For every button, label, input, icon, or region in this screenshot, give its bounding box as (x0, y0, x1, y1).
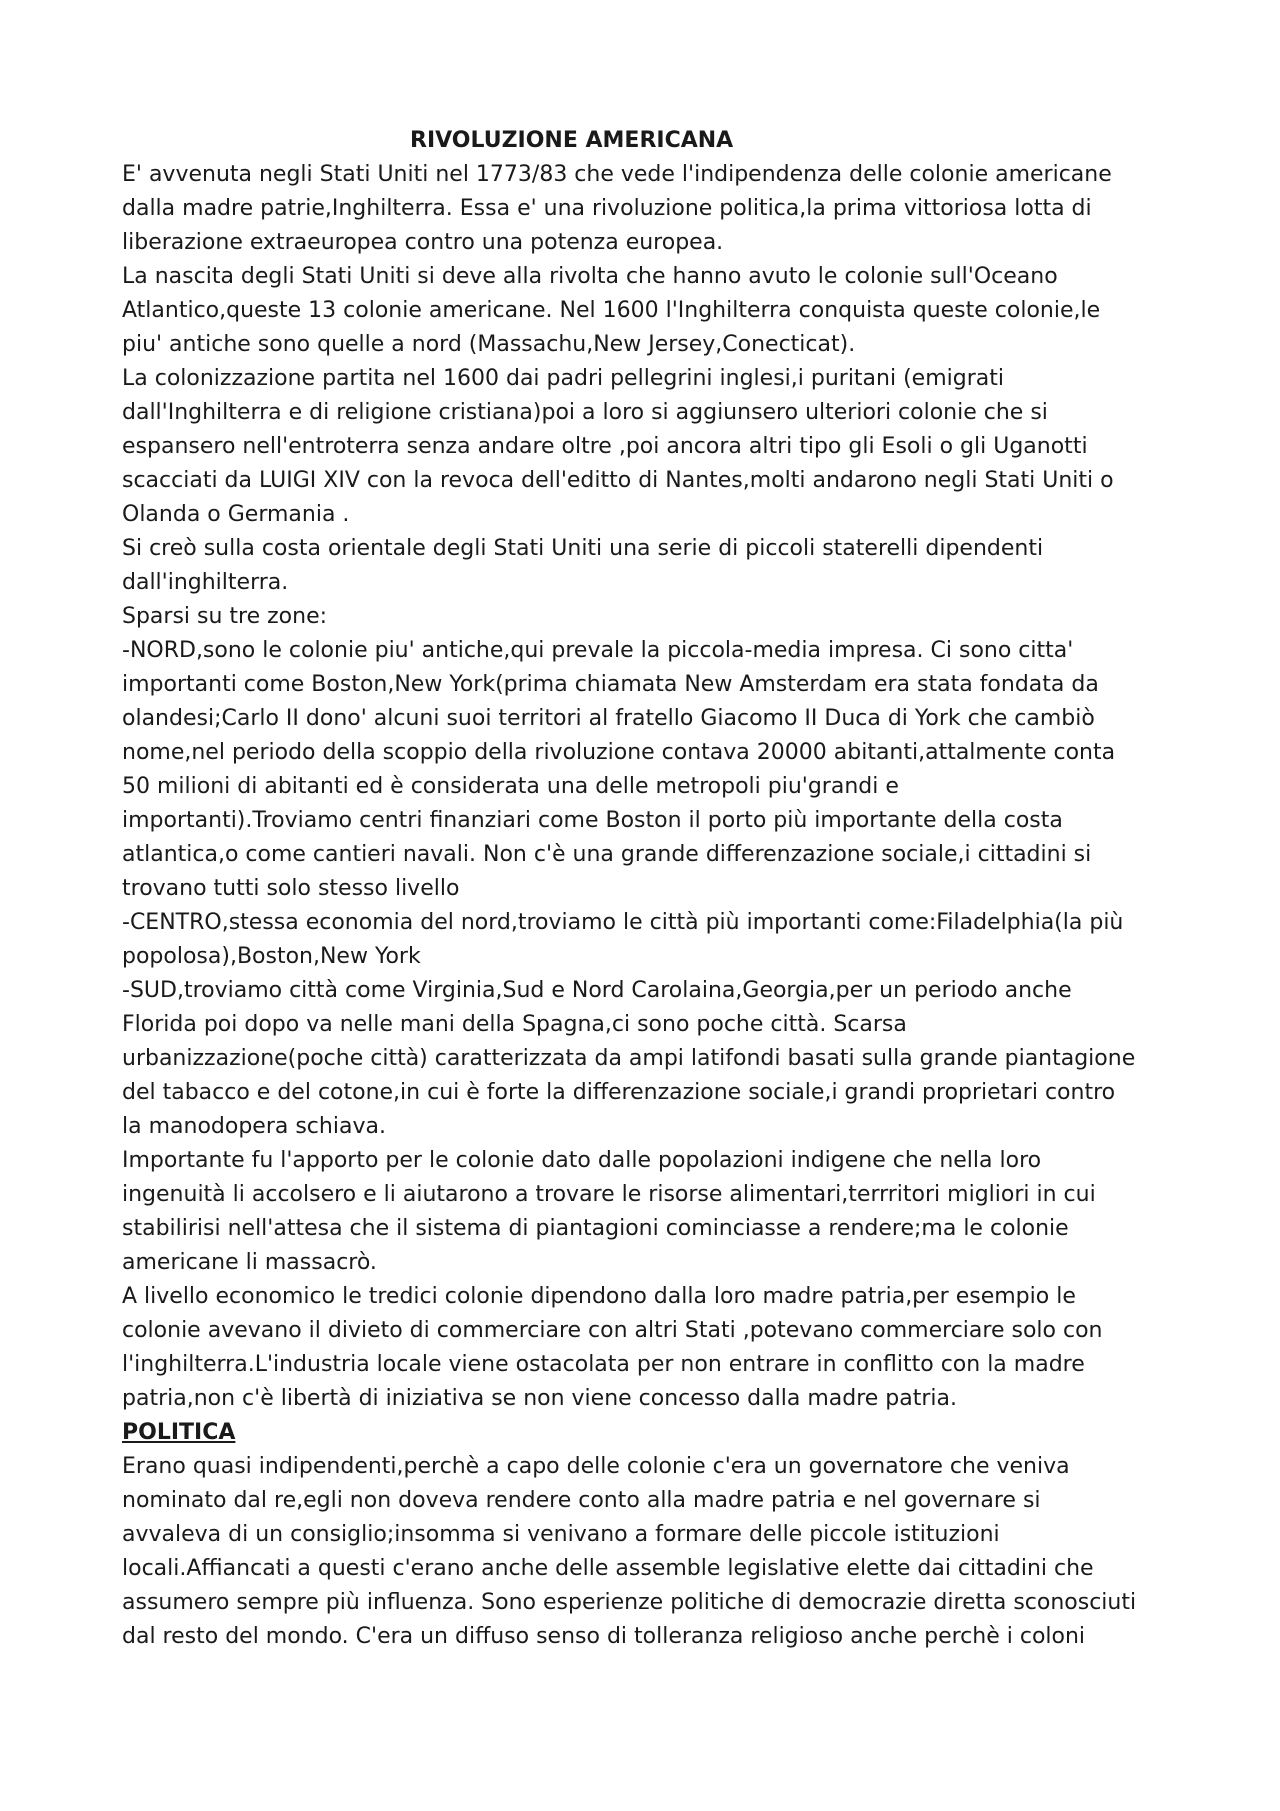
text-line: -SUD,troviamo città come Virginia,Sud e Nord Carolaina,Georgia,per un periodo anche (122, 978, 1072, 1003)
text-line: liberazione extraeuropea contro una potenza europea. (122, 230, 724, 255)
text-line: dal resto del mondo. C'era un diffuso senso di tolleranza religioso anche perchè i coloni (122, 1624, 1086, 1649)
document-title: RIVOLUZIONE AMERICANA (410, 128, 734, 153)
text-line: dall'Inghilterra e di religione cristiana)poi a loro si aggiunsero ulteriori colonie che si (122, 400, 1048, 425)
text-line: assumero sempre più influenza. Sono esperienze politiche di democrazie diretta sconosciuti (122, 1590, 1137, 1615)
body-text-part-1 (122, 158, 1172, 1416)
text-line: trovano tutti solo stesso livello (122, 876, 460, 901)
text-line: A livello economico le tredici colonie dipendono dalla loro madre patria,per esempio le (122, 1284, 1076, 1309)
text-line: olandesi;Carlo II dono' alcuni suoi territori al fratello Giacomo II Duca di York che cambiò (122, 706, 1095, 731)
document-body (122, 124, 1172, 1654)
text-line: popolosa),Boston,New York (122, 944, 421, 969)
text-line: importanti).Troviamo centri finanziari come Boston il porto più importante della costa (122, 808, 1063, 833)
text-line: dall'inghilterra. (122, 570, 289, 595)
text-line: importanti come Boston,New York(prima chiamata New Amsterdam era stata fondata da (122, 672, 1099, 697)
section-heading-politica: POLITICA (122, 1420, 236, 1445)
text-line: Atlantico,queste 13 colonie americane. Nel 1600 l'Inghilterra conquista queste colonie,le (122, 298, 1101, 323)
text-line: Si creò sulla costa orientale degli Stati Uniti una serie di piccoli staterelli dipendenti (122, 536, 1044, 561)
text-line: locali.Affiancati a questi c'erano anche delle assemble legislative elette dai cittadini che (122, 1556, 1094, 1581)
text-line: Importante fu l'apporto per le colonie dato dalle popolazioni indigene che nella loro (122, 1148, 1042, 1173)
text-line: 50 milioni di abitanti ed è considerata una delle metropoli piu'grandi e (122, 774, 899, 799)
text-line: avvaleva di un consiglio;insomma si venivano a formare delle piccole istituzioni (122, 1522, 1000, 1547)
text-line: ingenuità li accolsero e li aiutarono a trovare le risorse alimentari,terrritori migliori in cui (122, 1182, 1096, 1207)
text-line: patria,non c'è libertà di iniziativa se non viene concesso dalla madre patria. (122, 1386, 957, 1411)
body-text-part-2 (122, 1450, 1172, 1654)
text-line: nome,nel periodo della scoppio della rivoluzione contava 20000 abitanti,attalmente conta (122, 740, 1116, 765)
text-line: colonie avevano il divieto di commerciare con altri Stati ,potevano commerciare solo con (122, 1318, 1103, 1343)
text-line: La nascita degli Stati Uniti si deve alla rivolta che hanno avuto le colonie sull'Oceano (122, 264, 1058, 289)
text-line: espansero nell'entroterra senza andare oltre ,poi ancora altri tipo gli Esoli o gli Uganotti (122, 434, 1088, 459)
text-line: americane li massacrò. (122, 1250, 377, 1275)
text-line: stabilirisi nell'attesa che il sistema di piantagioni cominciasse a rendere;ma le colonie (122, 1216, 1069, 1241)
text-line: nominato dal re,egli non doveva rendere conto alla madre patria e nel governare si (122, 1488, 1041, 1513)
text-line: la manodopera schiava. (122, 1114, 386, 1139)
text-line: Florida poi dopo va nelle mani della Spagna,ci sono poche città. Scarsa (122, 1012, 907, 1037)
text-line: Sparsi su tre zone: (122, 604, 328, 629)
text-line: La colonizzazione partita nel 1600 dai padri pellegrini inglesi,i puritani (emigrati (122, 366, 1004, 391)
text-line: urbanizzazione(poche città) caratterizzata da ampi latifondi basati sulla grande piantagione (122, 1046, 1136, 1071)
text-line: -NORD,sono le colonie piu' antiche,qui prevale la piccola-media impresa. Ci sono citta' (122, 638, 1074, 663)
text-line: atlantica,o come cantieri navali. Non c'è una grande differenzazione sociale,i cittadini si (122, 842, 1092, 867)
text-line: l'inghilterra.L'industria locale viene ostacolata per non entrare in conflitto con la madre (122, 1352, 1085, 1377)
text-line: Erano quasi indipendenti,perchè a capo delle colonie c'era un governatore che veniva (122, 1454, 1070, 1479)
text-line: -CENTRO,stessa economia del nord,troviamo le città più importanti come:Filadelphia(la più (122, 910, 1124, 935)
text-line: Olanda o Germania . (122, 502, 350, 527)
text-line: del tabacco e del cotone,in cui è forte la differenzazione sociale,i grandi proprietari contro (122, 1080, 1116, 1105)
text-line: dalla madre patrie,Inghilterra. Essa e' una rivoluzione politica,la prima vittoriosa lotta di (122, 196, 1092, 221)
text-line: E' avvenuta negli Stati Uniti nel 1773/83 che vede l'indipendenza delle colonie americane (122, 162, 1112, 187)
text-line: scacciati da LUIGI XIV con la revoca dell'editto di Nantes,molti andarono negli Stati Uniti o (122, 468, 1114, 493)
text-line: piu' antiche sono quelle a nord (Massachu,New Jersey,Conecticat). (122, 332, 856, 357)
